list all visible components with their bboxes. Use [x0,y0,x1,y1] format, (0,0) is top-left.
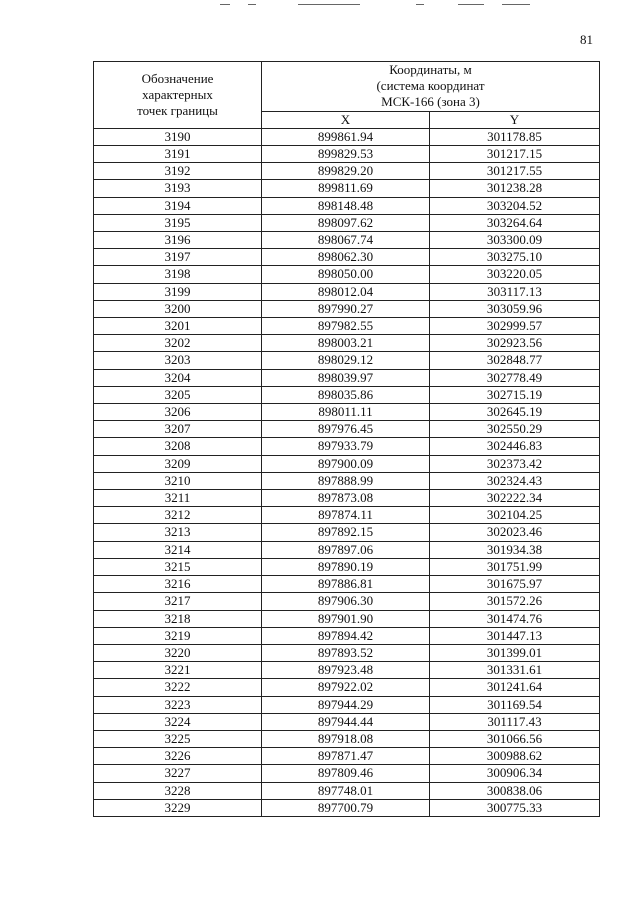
table-row [94,558,600,575]
table-row [94,266,600,283]
y-cell: 303059.96 [430,300,600,317]
x-cell: 897809.46 [262,765,430,782]
point-cell: 3208 [94,438,262,455]
x-cell: 898067.74 [262,232,430,249]
x-cell: 897901.90 [262,610,430,627]
table-row [94,369,600,386]
x-cell: 897982.55 [262,318,430,335]
scan-artifacts [200,2,580,8]
point-cell: 3229 [94,799,262,816]
x-cell: 898062.30 [262,249,430,266]
table-row [94,335,600,352]
x-cell: 897906.30 [262,593,430,610]
y-cell: 302715.19 [430,386,600,403]
y-cell: 300838.06 [430,782,600,799]
x-cell: 898039.97 [262,369,430,386]
table-row [94,507,600,524]
x-cell: 898003.21 [262,335,430,352]
y-cell: 302446.83 [430,438,600,455]
point-cell: 3228 [94,782,262,799]
point-cell: 3198 [94,266,262,283]
table-row [94,352,600,369]
x-cell: 897944.29 [262,696,430,713]
table-row [94,662,600,679]
coordinates-table [93,61,600,817]
x-cell: 897923.48 [262,662,430,679]
y-cell: 301675.97 [430,576,600,593]
y-cell: 301238.28 [430,180,600,197]
point-cell: 3212 [94,507,262,524]
point-cell: 3201 [94,318,262,335]
table-row [94,318,600,335]
point-cell: 3213 [94,524,262,541]
y-cell: 302778.49 [430,369,600,386]
y-cell: 302999.57 [430,318,600,335]
x-cell: 897922.02 [262,679,430,696]
point-cell: 3200 [94,300,262,317]
y-cell: 302848.77 [430,352,600,369]
point-cell: 3192 [94,163,262,180]
point-cell: 3209 [94,455,262,472]
x-cell: 897900.09 [262,455,430,472]
point-cell: 3210 [94,472,262,489]
point-cell: 3214 [94,541,262,558]
point-cell: 3217 [94,593,262,610]
table-row [94,799,600,816]
table-row [94,232,600,249]
x-cell: 897874.11 [262,507,430,524]
y-cell: 301217.15 [430,146,600,163]
table-row [94,386,600,403]
y-cell: 301751.99 [430,558,600,575]
point-cell: 3215 [94,558,262,575]
y-cell: 301178.85 [430,128,600,145]
table-row [94,472,600,489]
point-cell: 3223 [94,696,262,713]
x-cell: 897976.45 [262,421,430,438]
point-cell: 3225 [94,730,262,747]
point-cell: 3202 [94,335,262,352]
point-cell: 3206 [94,404,262,421]
x-cell: 898148.48 [262,197,430,214]
x-cell: 899829.53 [262,146,430,163]
point-cell: 3199 [94,283,262,300]
y-cell: 303264.64 [430,214,600,231]
header-point-line: Обозначение [141,70,214,86]
x-cell: 898012.04 [262,283,430,300]
point-cell: 3194 [94,197,262,214]
x-cell: 897894.42 [262,627,430,644]
table-row [94,730,600,747]
point-cell: 3218 [94,610,262,627]
point-cell: 3190 [94,128,262,145]
y-cell: 301331.61 [430,662,600,679]
point-cell: 3216 [94,576,262,593]
y-cell: 301241.64 [430,679,600,696]
y-cell: 301474.76 [430,610,600,627]
point-cell: 3211 [94,490,262,507]
x-cell: 897886.81 [262,576,430,593]
x-cell: 898011.11 [262,404,430,421]
x-cell: 899861.94 [262,128,430,145]
y-cell: 301066.56 [430,730,600,747]
x-cell: 897748.01 [262,782,430,799]
table-row [94,782,600,799]
header-y: Y [430,111,600,128]
header-coords-line: Координаты, м [389,62,472,77]
y-cell: 301117.43 [430,713,600,730]
y-cell: 301447.13 [430,627,600,644]
table-row [94,696,600,713]
y-cell: 302104.25 [430,507,600,524]
point-cell: 3221 [94,662,262,679]
table-row [94,283,600,300]
table-row [94,679,600,696]
y-cell: 303204.52 [430,197,600,214]
header-point-line: характерных [142,86,213,102]
x-cell: 898035.86 [262,386,430,403]
table-row [94,765,600,782]
x-cell: 899811.69 [262,180,430,197]
point-cell: 3196 [94,232,262,249]
header-point-line: точек границы [137,103,218,118]
y-cell: 301217.55 [430,163,600,180]
x-cell: 898097.62 [262,214,430,231]
y-cell: 302222.34 [430,490,600,507]
y-cell: 302373.42 [430,455,600,472]
y-cell: 303275.10 [430,249,600,266]
header-point-designation [94,62,262,129]
x-cell: 897897.06 [262,541,430,558]
point-cell: 3227 [94,765,262,782]
x-cell: 897890.19 [262,558,430,575]
point-cell: 3204 [94,369,262,386]
table-row [94,644,600,661]
x-cell: 897944.44 [262,713,430,730]
x-cell: 897918.08 [262,730,430,747]
x-cell: 898029.12 [262,352,430,369]
point-cell: 3197 [94,249,262,266]
point-cell: 3219 [94,627,262,644]
y-cell: 302923.56 [430,335,600,352]
table-row [94,421,600,438]
x-cell: 897873.08 [262,490,430,507]
x-cell: 897892.15 [262,524,430,541]
y-cell: 301934.38 [430,541,600,558]
y-cell: 301399.01 [430,644,600,661]
y-cell: 300775.33 [430,799,600,816]
table-row [94,197,600,214]
x-cell: 897871.47 [262,748,430,765]
table-row [94,748,600,765]
x-cell: 899829.20 [262,163,430,180]
table-row [94,627,600,644]
point-cell: 3220 [94,644,262,661]
x-cell: 897888.99 [262,472,430,489]
y-cell: 302645.19 [430,404,600,421]
y-cell: 303117.13 [430,283,600,300]
point-cell: 3224 [94,713,262,730]
y-cell: 303300.09 [430,232,600,249]
table-row [94,146,600,163]
y-cell: 302324.43 [430,472,600,489]
x-cell: 897990.27 [262,300,430,317]
y-cell: 302550.29 [430,421,600,438]
table-row [94,404,600,421]
y-cell: 303220.05 [430,266,600,283]
point-cell: 3205 [94,386,262,403]
table-row [94,576,600,593]
table-row [94,438,600,455]
point-cell: 3193 [94,180,262,197]
y-cell: 301169.54 [430,696,600,713]
point-cell: 3191 [94,146,262,163]
point-cell: 3195 [94,214,262,231]
table-row [94,610,600,627]
table-row [94,300,600,317]
table-row [94,180,600,197]
table-row [94,490,600,507]
table-row [94,541,600,558]
table-row [94,455,600,472]
y-cell: 300906.34 [430,765,600,782]
header-coords-line: (система координат [376,78,485,94]
y-cell: 302023.46 [430,524,600,541]
table-row [94,249,600,266]
header-coords-line: МСК-166 (зона 3) [381,94,480,110]
table-row [94,713,600,730]
x-cell: 897933.79 [262,438,430,455]
table-row [94,524,600,541]
point-cell: 3222 [94,679,262,696]
table-row [94,163,600,180]
point-cell: 3203 [94,352,262,369]
header-x: X [262,111,430,128]
x-cell: 898050.00 [262,266,430,283]
point-cell: 3207 [94,421,262,438]
y-cell: 301572.26 [430,593,600,610]
header-coordinates [262,62,600,112]
x-cell: 897893.52 [262,644,430,661]
table-row [94,214,600,231]
table-body [94,128,600,816]
x-cell: 897700.79 [262,799,430,816]
table-row [94,128,600,145]
table-row [94,593,600,610]
page-number: 81 [580,32,593,47]
point-cell: 3226 [94,748,262,765]
y-cell: 300988.62 [430,748,600,765]
